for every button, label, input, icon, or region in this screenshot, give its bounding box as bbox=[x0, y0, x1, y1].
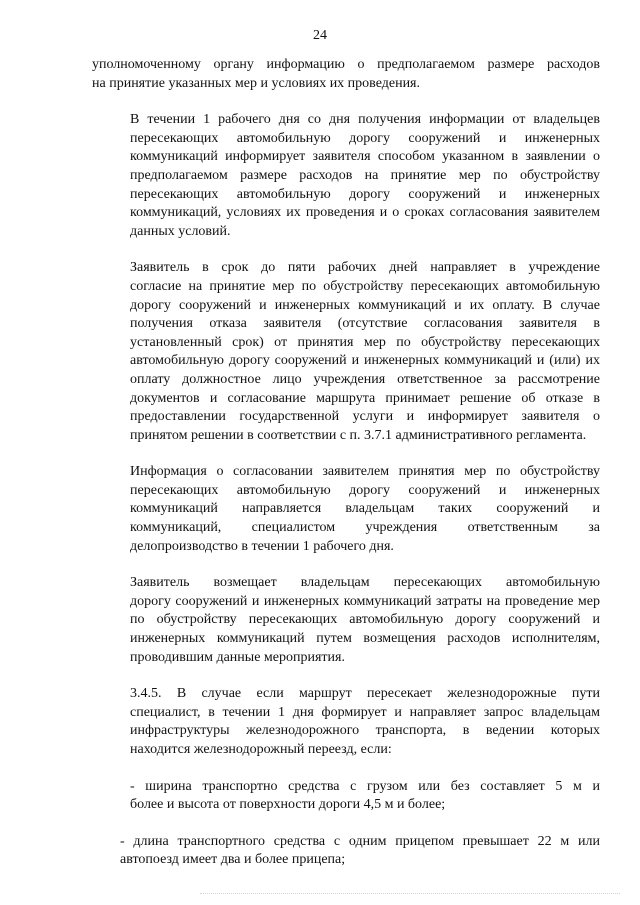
paragraph-1 bbox=[92, 56, 600, 93]
text-line: Заявитель возмещает владельцам пересекающих автомобильную bbox=[130, 575, 600, 591]
page-number: 24 bbox=[313, 28, 327, 43]
text-line: согласие на принятие мер по обустройству пересекающих автомобильную bbox=[130, 278, 600, 294]
text-line: пересекающих автомобильную дорогу сооружений и инженерных bbox=[130, 130, 600, 146]
text-line: специалист, в течении 1 дня формирует и направляет запрос владельцам bbox=[130, 704, 600, 720]
text-line: данных условий. bbox=[130, 223, 231, 239]
text-line: проводившим данные мероприятия. bbox=[130, 649, 345, 665]
text-line: дорогу сооружений и инженерных коммуникаций и их оплату. В случае bbox=[130, 297, 600, 313]
text-line: предоставлении государственной услуги и информирует заявителя о bbox=[130, 409, 600, 425]
text-line: автопоезд имеет два и более прицепа; bbox=[120, 852, 346, 868]
text-line: - ширина транспортно средства с грузом или без составляет 5 м и bbox=[130, 778, 600, 794]
text-line: документов и согласование маршрута принимает решение об отказе в bbox=[130, 390, 600, 406]
paragraph-5 bbox=[92, 574, 600, 667]
text-line: делопроизводство в течении 1 рабочего дня. bbox=[130, 538, 394, 554]
text-line: автомобильную дорогу сооружений и инженерных коммуникаций и (или) их bbox=[130, 353, 600, 369]
text-line: коммуникаций, специалистом учреждения ответственным за bbox=[130, 520, 600, 536]
paragraph-2 bbox=[92, 111, 600, 241]
text-line: предполагаемом размере расходов на принятие мер по обустройству bbox=[130, 167, 600, 183]
text-line: инфраструктуры железнодорожного транспорта, в ведении которых bbox=[130, 723, 600, 739]
paragraph-4 bbox=[92, 463, 600, 556]
text-line: 3.4.5. В случае если маршрут пересекает железнодорожные пути bbox=[130, 686, 600, 702]
text-line: - длина транспортного средства с одним прицепом превышает 22 м или bbox=[120, 833, 600, 849]
scan-edge-artifact bbox=[200, 893, 620, 898]
text-line: более и высота от поверхности дороги 4,5 м и более; bbox=[130, 797, 446, 813]
text-line: находится железнодорожный переезд, если: bbox=[130, 742, 392, 757]
document-body bbox=[92, 56, 600, 888]
paragraph-3 bbox=[92, 259, 600, 445]
text-line: уполномоченному органу информацию о предполагаемом размере расходов bbox=[92, 57, 600, 72]
list-item-length-trailers bbox=[92, 833, 600, 870]
list-item-width-height bbox=[92, 778, 600, 815]
paragraph-6 bbox=[92, 685, 600, 759]
text-line: оплату должностное лицо учреждения ответственное за рассмотрение bbox=[130, 371, 600, 387]
text-line: дорогу сооружений и инженерных коммуникаций затраты на проведение мер bbox=[130, 593, 600, 609]
text-line: инженерных коммуникаций путем возмещения расходов исполнителям, bbox=[130, 631, 600, 647]
text-line: коммуникаций направляется владельцам таких сооружений и bbox=[130, 501, 600, 517]
text-line: по обустройству пересекающих автомобильную дорогу сооружений и bbox=[130, 612, 600, 628]
text-line: принятом решении в соответствии с п. 3.7.1 административного регламента. bbox=[130, 427, 587, 443]
text-line: пересекающих автомобильную дорогу сооружений и инженерных bbox=[130, 186, 600, 202]
text-line: Информация о согласовании заявителем принятия мер по обустройству bbox=[130, 464, 600, 480]
text-line: на принятие указанных мер и условиях их проведения. bbox=[92, 75, 420, 91]
text-line: коммуникаций информирует заявителя способом указанном в заявлении о bbox=[130, 149, 600, 165]
text-line: Заявитель в срок до пяти рабочих дней направляет в учреждение bbox=[130, 260, 600, 276]
text-line: установленный срок) от принятия мер по обустройству пересекающих bbox=[130, 334, 600, 350]
text-line: коммуникаций, условиях их проведения и о сроках согласования заявителем bbox=[130, 205, 600, 221]
text-line: получения отказа заявителя (отсутствие согласования заявителя в bbox=[130, 316, 600, 332]
text-line: пересекающих автомобильную дорогу сооружений и инженерных bbox=[130, 482, 600, 498]
text-line: В течении 1 рабочего дня со дня получения информации от владельцев bbox=[130, 112, 600, 128]
